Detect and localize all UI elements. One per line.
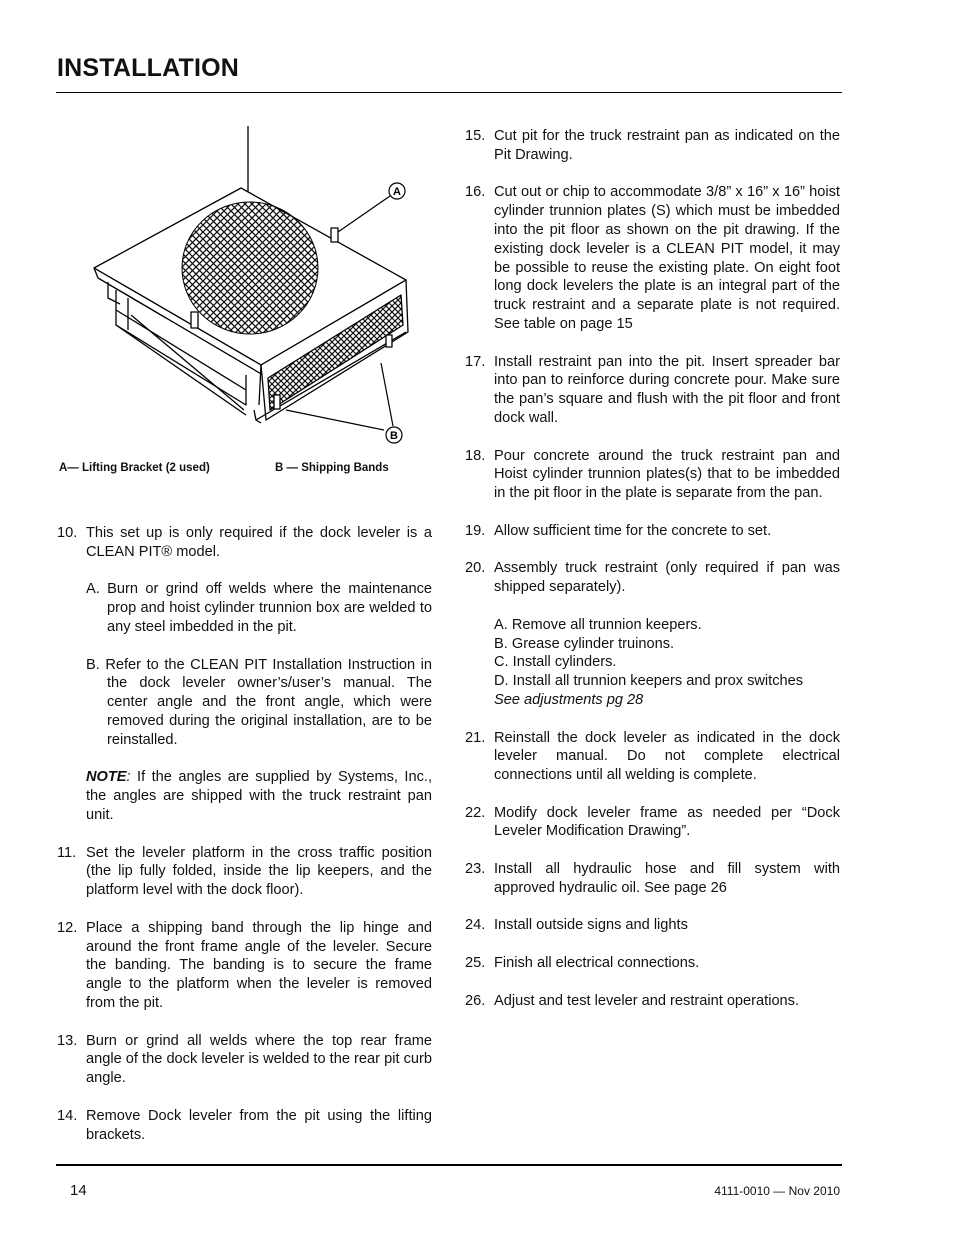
step-number: 20. (465, 560, 486, 577)
step-text: Adjust and test leveler and restraint operations. (494, 992, 800, 1009)
caption-lifting-bracket: A— Lifting Bracket (2 used) (59, 462, 210, 474)
step-12 (57, 919, 432, 1013)
step-number: 22. (465, 804, 486, 821)
step-11 (57, 844, 432, 900)
step-text: Install outside signs and lights (494, 917, 688, 934)
substep-item: B. Grease cylinder truinons. (494, 635, 675, 652)
note-text: If the angles are supplied by Systems, Inc., the angles are shipped with the truck restraint pan unit. (86, 769, 432, 823)
note-colon: : (126, 769, 131, 786)
step-24 (465, 916, 840, 935)
substep-item: D. Install all trunnion keepers and prox switches (494, 673, 804, 690)
step-20-substeps (494, 616, 840, 710)
step-23 (465, 860, 840, 898)
step-15 (465, 127, 840, 165)
step-text: Set the leveler platform in the cross traffic position (the lip fully folded, inside the lip keepers, and the platform level with the dock floor). (86, 844, 432, 899)
step-number: 19. (465, 522, 486, 539)
step-number: 15. (465, 128, 486, 144)
step-10-sub-a: A. Burn or grind off welds where the maintenance prop and hoist cylinder trunnion box are welded to any steel imbedded in the pit. (86, 581, 432, 635)
step-text: Cut out or chip to accommodate 3/8” x 16” x 16” hoist cylinder trunnion plates (S) which must be imbedded into the pit floor as shown on the pit drawing. If the existing dock leveler is a CLEAN PIT model, it may be possible to reuse the existing plate. On eight foot long dock levelers the plate is an integral part of the truck restraint and a separate plate is not required. See table on page 15 (494, 184, 840, 332)
caption-shipping-bands: B — Shipping Bands (275, 462, 389, 474)
substep-item: C. Install cylinders. (494, 654, 617, 671)
step-text: Allow sufficient time for the concrete to set. (494, 522, 772, 539)
callout-a-label: A (393, 186, 401, 198)
step-25 (465, 954, 840, 973)
step-18 (465, 447, 840, 503)
step-text: Assembly truck restraint (only required if pan was shipped separately). (494, 560, 840, 596)
page-title: INSTALLATION (57, 54, 240, 82)
step-text: Burn or grind all welds where the top rear frame angle of the dock leveler is welded to the rear pit curb angle. (86, 1032, 432, 1087)
step-number: 14. (57, 1107, 78, 1124)
step-number: 25. (465, 955, 486, 972)
step-number: 13. (57, 1032, 78, 1049)
step-number: 23. (465, 861, 486, 878)
step-text: Remove Dock leveler from the pit using the lifting brackets. (86, 1107, 432, 1143)
step-text: Reinstall the dock leveler as indicated in the dock leveler manual. Do not complete electrical connections until all welding is complete. (494, 729, 840, 784)
step-number: 16. (465, 184, 486, 201)
step-number: 17. (465, 353, 486, 370)
step-number: 24. (465, 917, 486, 934)
step-text: Finish all electrical connections. (494, 955, 700, 972)
step-10-sub-b: B. Refer to the CLEAN PIT Installation Instruction in the dock leveler owner’s/user’s manual. The center angle and the front angle, which were removed during the original installation, are to be reinstalled. (86, 656, 432, 748)
callout-b-label: B (390, 430, 398, 442)
step-number: 10. (57, 525, 78, 541)
step-text: This set up is only required if the dock leveler is a CLEAN PIT® model. (86, 525, 432, 560)
step-10 (57, 524, 432, 562)
step-16 (465, 183, 840, 333)
footer-rule (56, 1164, 842, 1166)
step-text: Modify dock leveler frame as needed per “Dock Leveler Modification Drawing”. (494, 804, 840, 840)
step-17 (465, 353, 840, 428)
step-text: Install restraint pan into the pit. Insert spreader bar into pan to reinforce during concrete pour. Make sure the pan’s square and flush with the pit floor and front dock wall. (494, 353, 840, 426)
step-number: 21. (465, 729, 486, 746)
step-number: 18. (465, 447, 486, 464)
step-20 (465, 559, 840, 597)
dock-leveler-figure (56, 120, 436, 465)
step-26 (465, 992, 840, 1011)
header-rule (56, 92, 842, 93)
step-21 (465, 729, 840, 785)
step-text: Install all hydraulic hose and fill system with approved hydraulic oil. See page 26 (494, 861, 840, 896)
left-column (57, 524, 432, 1163)
step-13 (57, 1032, 432, 1088)
step-text: Pour concrete around the truck restraint pan and Hoist cylinder trunnion plates(s) that to be imbedded in the pit floor in the plate is separate from the pan. (494, 447, 840, 502)
step-number: 26. (465, 992, 486, 1009)
right-column (465, 127, 840, 1029)
step-19 (465, 522, 840, 541)
step-22 (465, 804, 840, 842)
adjustments-reference: See adjustments pg 28 (494, 691, 644, 708)
page-number: 14 (70, 1182, 87, 1199)
note-block (86, 768, 432, 824)
step-text: Place a shipping band through the lip hinge and around the front frame angle of the leveler. Secure the banding. The banding is to secure the frame angle to the platform when the leveler is removed from the pit. (86, 919, 432, 1011)
step-14 (57, 1107, 432, 1145)
note-label: NOTE (86, 769, 127, 786)
step-number: 12. (57, 919, 78, 936)
step-text: Cut pit for the truck restraint pan as indicated on the Pit Drawing. (494, 128, 840, 163)
dock-leveler-illustration (56, 120, 436, 465)
document-id: 4111-0010 — Nov 2010 (714, 1184, 840, 1198)
substep-item: A. Remove all trunnion keepers. (494, 616, 702, 633)
step-number: 11. (57, 844, 77, 861)
